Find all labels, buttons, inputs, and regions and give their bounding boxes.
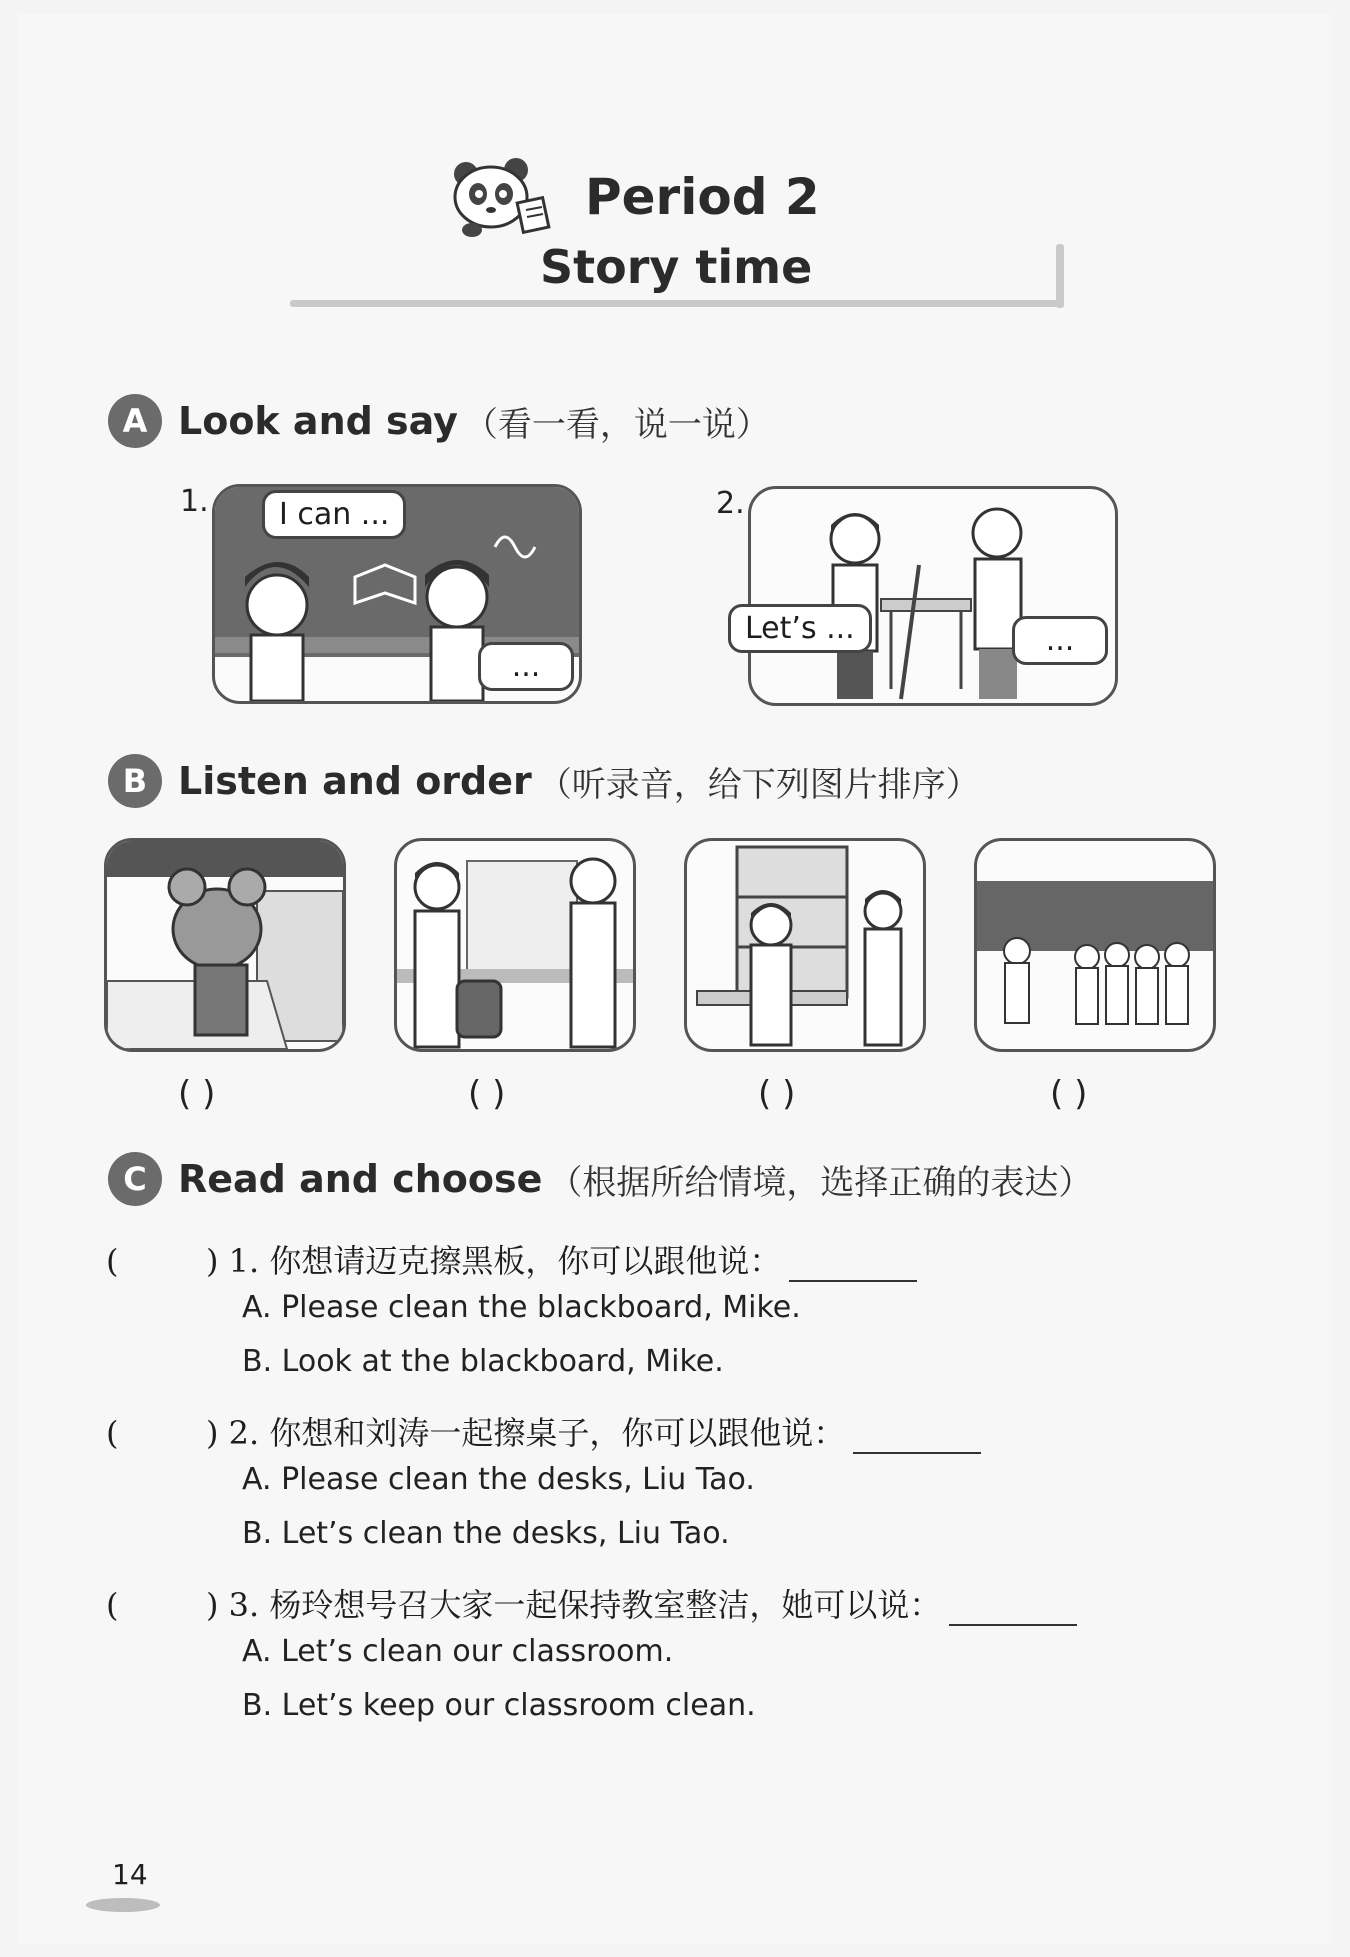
order-answer-2[interactable]: ( ) <box>468 1074 506 1114</box>
speech-bubble-ellipsis-1: ... <box>478 642 574 691</box>
speech-bubble-ellipsis-2: ... <box>1012 616 1108 665</box>
question-2-text: ) 2. 你想和刘涛一起擦桌子，你可以跟他说： <box>206 1414 846 1452</box>
section-a-badge: A <box>108 394 162 448</box>
order-answer-3[interactable]: ( ) <box>758 1074 796 1114</box>
order-answer-1[interactable]: ( ) <box>178 1074 216 1114</box>
question-3-text: ) 3. 杨玲想号召大家一起保持教室整洁，她可以说： <box>206 1586 942 1624</box>
title-underline <box>290 300 1060 307</box>
mouse-at-table-illustration <box>107 841 343 1049</box>
picture-number-2: 2. <box>716 486 745 521</box>
section-c-title: Read and choose <box>178 1157 543 1201</box>
order-picture-2 <box>394 838 636 1052</box>
question-2-blank[interactable] <box>853 1418 981 1454</box>
question-3-option-b: B. Let’s keep our classroom clean. <box>242 1688 756 1723</box>
section-c-badge: C <box>108 1152 162 1206</box>
panda-mascot-icon <box>446 152 556 242</box>
title-underline-end <box>1056 244 1064 308</box>
question-3-blank[interactable] <box>949 1590 1077 1626</box>
lesson-subtitle: Story time <box>540 240 813 294</box>
section-b-badge: B <box>108 754 162 808</box>
question-2-answer-bracket[interactable]: ( <box>106 1414 119 1452</box>
page-corner-decoration <box>86 1898 160 1912</box>
question-1-answer-bracket[interactable]: ( <box>106 1242 119 1280</box>
section-c-heading <box>108 1152 1092 1206</box>
class-group-illustration <box>977 841 1213 1049</box>
question-1-blank[interactable] <box>789 1246 917 1282</box>
question-2-option-a: A. Please clean the desks, Liu Tao. <box>242 1462 755 1497</box>
period-title: Period 2 <box>585 168 820 226</box>
section-b-title: Listen and order <box>178 759 532 803</box>
section-a-instruction: （看一看，说一说） <box>463 404 770 445</box>
bookshelf-illustration <box>687 841 923 1049</box>
question-1 <box>106 1236 917 1282</box>
section-b-instruction: （听录音，给下列图片排序） <box>537 764 980 805</box>
section-c-instruction: （根据所给情境，选择正确的表达） <box>548 1162 1093 1203</box>
page-number: 14 <box>112 1858 148 1891</box>
picture-number-1: 1. <box>180 484 209 519</box>
question-1-text: ) 1. 你想请迈克擦黑板，你可以跟他说： <box>206 1242 782 1280</box>
order-answer-4[interactable]: ( ) <box>1050 1074 1088 1114</box>
section-a-title: Look and say <box>178 399 458 443</box>
section-a-heading <box>108 394 770 448</box>
boys-with-schoolbag-illustration <box>397 841 633 1049</box>
section-b-heading <box>108 754 980 808</box>
question-1-option-a: A. Please clean the blackboard, Mike. <box>242 1290 801 1325</box>
speech-bubble-lets: Let’s ... <box>728 604 872 653</box>
question-1-option-b: B. Look at the blackboard, Mike. <box>242 1344 724 1379</box>
question-2 <box>106 1408 981 1454</box>
picture-2-frame <box>748 486 1118 706</box>
boys-cleaning-illustration <box>751 489 1115 703</box>
speech-bubble-i-can: I can ... <box>262 490 406 539</box>
order-picture-3 <box>684 838 926 1052</box>
question-3-answer-bracket[interactable]: ( <box>106 1586 119 1624</box>
order-picture-1 <box>104 838 346 1052</box>
order-picture-4 <box>974 838 1216 1052</box>
question-2-option-b: B. Let’s clean the desks, Liu Tao. <box>242 1516 730 1551</box>
question-3-option-a: A. Let’s clean our classroom. <box>242 1634 674 1669</box>
question-3 <box>106 1580 1077 1626</box>
